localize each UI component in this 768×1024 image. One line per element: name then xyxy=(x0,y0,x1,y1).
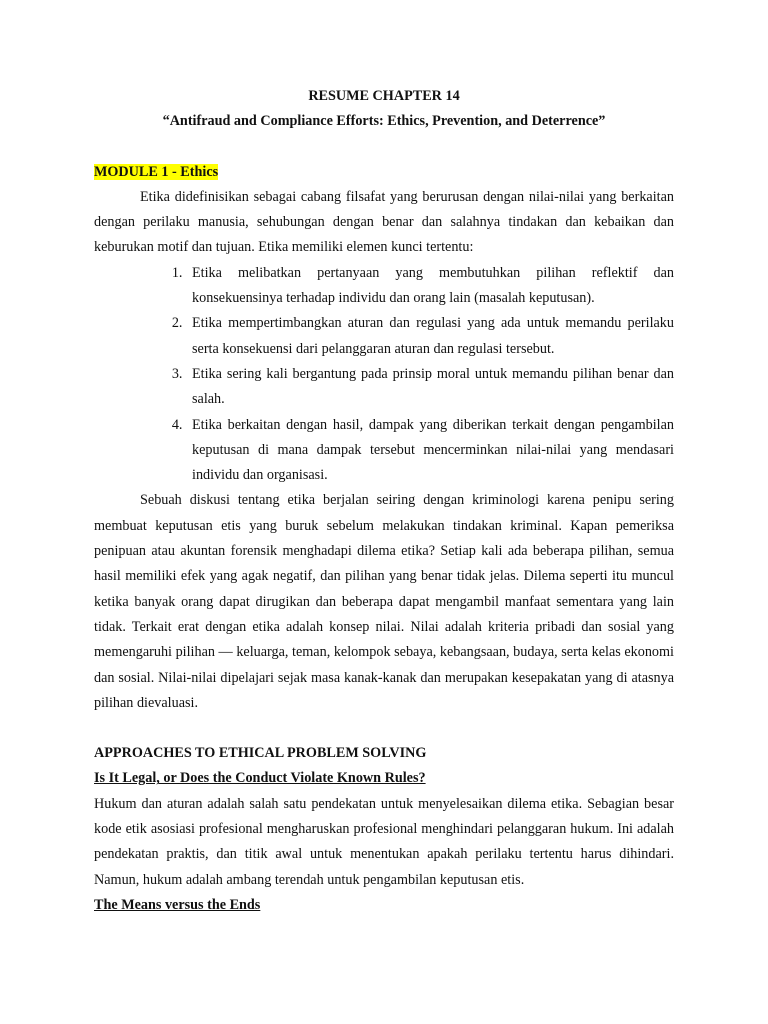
subheading-legal: Is It Legal, or Does the Conduct Violate Known Rules? xyxy=(94,770,426,787)
legal-paragraph: Hukum dan aturan adalah salah satu pendekatan untuk menyelesaikan dilema etika. Sebagian besar kode etik asosiasi profesional mengharuskan profesional menghindari pelanggaran hukum. Ini adalah pendekatan praktis, dan titik awal untuk menentukan apakah perilaku tertentu harus dihindari. Namun, hukum adalah ambang terendah untuk pengambilan keputusan etis. xyxy=(94,795,674,888)
intro-paragraph: Etika didefinisikan sebagai cabang filsafat yang berurusan dengan nilai-nilai yang berkaitan dengan perilaku manusia, sehubungan dengan benar dan salahnya tindakan dan kebaikan dan keburukan motif dan tujuan. Etika memiliki elemen kunci tertentu: xyxy=(94,188,674,256)
list-item: 4. Etika berkaitan dengan hasil, dampak yang diberikan terkait dengan pengambilan keputusan di mana dampak tersebut mencerminkan nilai-nilai yang mendasari individu dan organisasi. xyxy=(186,413,674,489)
list-item: 2. Etika mempertimbangkan aturan dan regulasi yang ada untuk memandu perilaku serta konsekuensi dari pelanggaran aturan dan regulasi tersebut. xyxy=(186,311,674,362)
subheading-means: The Means versus the Ends xyxy=(94,896,261,913)
key-elements-list xyxy=(94,261,674,489)
module-heading-text: MODULE 1 - Ethics xyxy=(94,163,219,180)
list-item: 3. Etika sering kali bergantung pada prinsip moral untuk memandu pilihan benar dan salah. xyxy=(186,362,674,413)
list-item: 1. Etika melibatkan pertanyaan yang membutuhkan pilihan reflektif dan konsekuensinya terhadap individu dan orang lain (masalah keputusan). xyxy=(186,261,674,312)
document-title: RESUME CHAPTER 14 xyxy=(308,88,460,104)
document-body xyxy=(94,84,674,918)
discussion-paragraph: Sebuah diskusi tentang etika berjalan seiring dengan kriminologi karena penipu sering membuat keputusan etis yang buruk sebelum melakukan tindakan kriminal. Kapan pemeriksa penipuan atau akuntan forensik menghadapi dilema etika? Setiap kali ada beberapa pilihan, semua hasil memiliki efek yang agak negatif, dan pilihan yang benar tidak jelas. Dilema seperti itu muncul ketika banyak orang dapat dirugikan dan beberapa dapat mengambil manfaat sementara yang lain tidak. Terkait erat dengan etika adalah konsep nilai. Nilai adalah kriteria pribadi dan sosial yang memengaruhi pilihan — keluarga, teman, kelompok sebaya, kebangsaan, budaya, serta kelas ekonomi dan sosial. Nilai-nilai dipelajari sejak masa kanak-kanak dan merupakan kesepakatan yang di atasnya pilihan dievaluasi. xyxy=(94,492,674,711)
document-subtitle: “Antifraud and Compliance Efforts: Ethics, Prevention, and Deterrence” xyxy=(162,113,606,130)
section-heading: APPROACHES TO ETHICAL PROBLEM SOLVING xyxy=(94,745,427,762)
module-heading xyxy=(94,160,674,185)
